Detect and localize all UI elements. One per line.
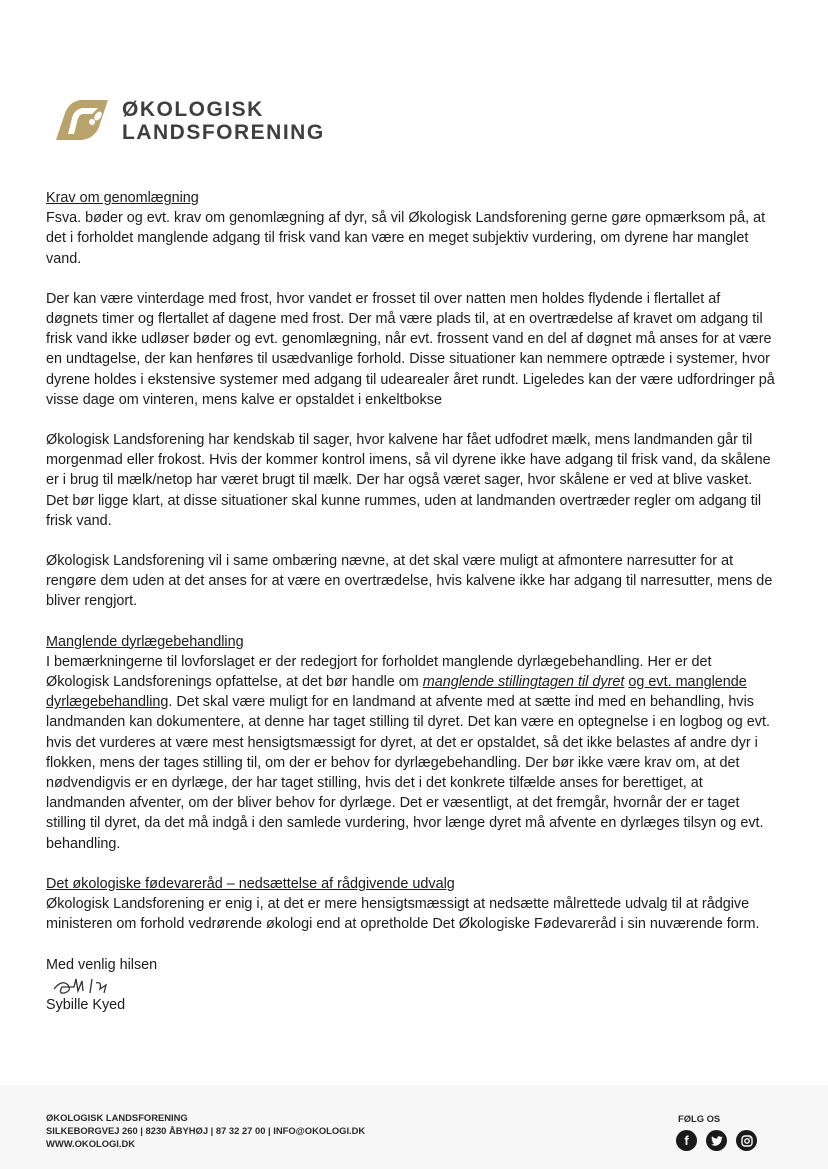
- logo-line-1: ØKOLOGISK: [122, 98, 264, 121]
- social-links: [676, 1113, 757, 1151]
- heading-genomlaegning: Krav om genomlægning: [46, 190, 199, 206]
- logo-text: [122, 98, 325, 144]
- heading-foedevareraad: Det økologiske fødevareråd – nedsættelse af rådgivende udvalg: [46, 875, 455, 892]
- closing-greeting: Med venlig hilsen: [46, 956, 158, 973]
- text-run: I bemærkningerne til lovforslaget er der redegjort for forholdet manglende dyrlægebehandling. Her er det Økologisk Landsforenings opfattelse, at det bør handle om: [46, 653, 712, 691]
- text-run: . Det skal være muligt for en landmand at afvente med at sætte ind med en behandling, hvis landmanden kan dokumentere, at denne har taget stilling til dyret. Det kan være en optegnelse i en logbog og evt. hvis det vurderes at være mest hensigtsmæssigt for dyret, at det er opstaldet, så det ikke belastes af andre dyr i flokken, mens der tages stilling til, om der er behov for dyrlægebehandling. Der bør ikke være krav om, at det nødvendigvis er en dyrlæge, der har taget stilling, hvis det i det konkrete tilfælde anses for berettiget, at landmanden afventer, om der bliver behov for dyrlæge. Det er væsentligt, at det fremgår, hvornår der er taget stilling til dyret, da det må indgå i den samlede vurdering, hvor længe dyret må afvente en dyrlæges tilsyn og evt. behandling.: [46, 694, 770, 852]
- emphasis-text: manglende stillingtagen til dyret: [422, 674, 625, 691]
- instagram-icon[interactable]: [736, 1130, 757, 1151]
- follow-label: FØLG OS: [678, 1113, 721, 1124]
- paragraph: Økologisk Landsforening har kendskab til sager, hvor kalvene har fået udfodret mælk, mens landmanden går til morgenmad eller frokost. Hvis der kommer kontrol imens, så vil dyrene ikke have adgang til frisk vand, da skålene er i brug til mælk/netop har været brugt til mælk. Der har også været sager, hvor skålene er ved at blive vasket. Det bør ligge klart, at disse situationer skal kunne rummes, uden at landmanden overtræder regler om adgang til frisk vand.: [46, 432, 771, 529]
- heading-dyrlaegebehandling: Manglende dyrlægebehandling: [46, 633, 244, 650]
- paragraph: Økologisk Landsforening er enig i, at det er mere hensigtsmæssigt at nedsætte målrettede udvalg til at rådgive ministeren om forhold vedrørende økologi end at opretholde Det Økologiske Fødevareråd i sin nuværende form.: [46, 896, 760, 933]
- footer-org: ØKOLOGISK LANDSFORENING: [46, 1112, 188, 1123]
- footer-address: SILKEBORGVEJ 260 | 8230 ÅBYHØJ | 87 32 27 00 | INFO@OKOLOGI.DK: [46, 1125, 366, 1136]
- paragraph: Fsva. bøder og evt. krav om genomlægning af dyr, så vil Økologisk Landsforening gerne gøre opmærksom på, at det i forholdet manglende adgang til frisk vand kan være en meget subjektiv vurdering, om dyrene har manglet vand.: [46, 210, 766, 267]
- logo-line-2: LANDSFORENING: [122, 121, 325, 144]
- logo-leaf-icon: [52, 94, 112, 146]
- facebook-icon[interactable]: f: [676, 1130, 697, 1151]
- underlined-text: og evt. manglende dyrlægebehandling: [46, 674, 747, 711]
- handwritten-signature: [52, 975, 136, 997]
- twitter-icon[interactable]: [706, 1130, 727, 1151]
- letter-body: [46, 188, 776, 1015]
- signer-name: Sybille Kyed: [46, 996, 126, 1013]
- footer-contact: [46, 1111, 365, 1150]
- footer-web[interactable]: WWW.OKOLOGI.DK: [46, 1138, 136, 1149]
- paragraph: Der kan være vinterdage med frost, hvor vandet er frosset til over natten men holdes flydende i flertallet af døgnets timer og flertallet af dagene med frost. Der må være plads til, at en overtrædelse af kravet om adgang til frisk vand ikke udløser bøder og evt. genomlægning, når evt. frossent vand en del af døgnet må anses for at være en undtagelse, der kan henføres til usædvanlige forhold. Disse situationer kan nemmere optræde i systemer, hvor dyrene holdes i ekstensive systemer med adgang til udearealer året rundt. Ligeledes kan der være udfordringer på visse dage om vinteren, mens kalve er opstaldet i enkeltbokse: [46, 290, 775, 408]
- organization-logo: [52, 94, 325, 150]
- paragraph: Økologisk Landsforening vil i same ombæring nævne, at det skal være muligt at afmontere narresutter for at rengøre dem uden at det anses for at være en overtrædelse, hvis kalvene ikke har adgang til narresutter, mens de bliver rengjort.: [46, 553, 773, 610]
- footer: [0, 1085, 828, 1169]
- signature-block: [46, 955, 776, 1015]
- paragraph: [46, 652, 776, 854]
